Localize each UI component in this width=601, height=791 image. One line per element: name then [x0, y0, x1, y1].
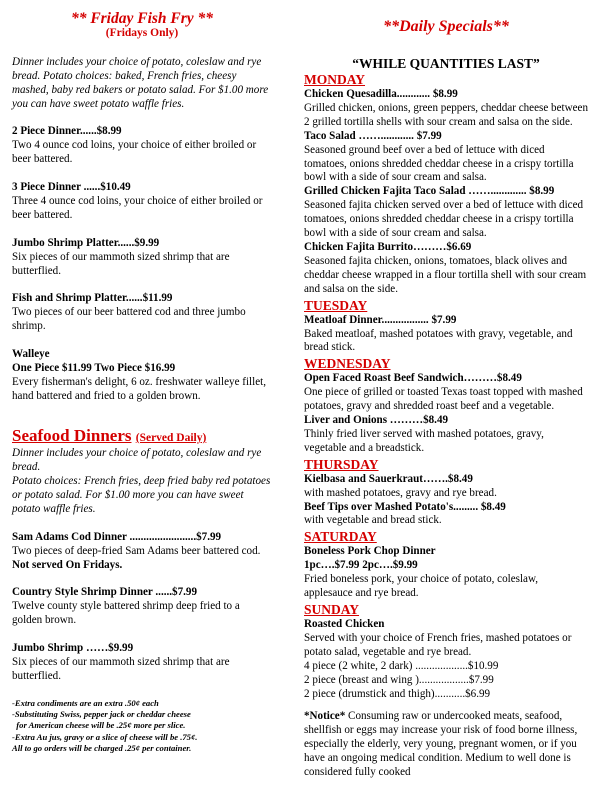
menu-item	[12, 641, 272, 683]
item-name: Kielbasa and Sauerkraut…….$8.49	[304, 472, 473, 485]
item-desc: Seasoned ground beef over a bed of lettuce with diced tomatoes, onions shredded cheddar cheese in a crispy tortilla bowl with a side of sour cream and salsa.	[304, 143, 574, 184]
item-desc: Seasoned fajita chicken, onions, tomatoes, black olives and cheddar cheese wrapped in a flour tortilla shell with sour cream and salsa on the side.	[304, 254, 587, 295]
menu-item	[12, 585, 272, 627]
price-line: 2 piece (breast and wing )..................$7.99	[304, 673, 494, 686]
item-desc: with vegetable and bread stick.	[304, 514, 442, 527]
item-name: Jumbo Shrimp Platter......$9.99	[12, 237, 160, 249]
intro-text: Potato choices: French fries, deep fried baby red potatoes or potato salad. For $1.00 more you can have sweet potato waffle fries.	[12, 475, 271, 515]
intro-text: Dinner includes your choice of potato, coleslaw and rye bread. Potato choices: baked, French fries, cheesy mashed, baby red bakers or potato salad. For $1.00 more you can have sweet potato waffle fries.	[12, 56, 269, 110]
item-name: Boneless Pork Chop Dinner	[304, 545, 436, 558]
item-desc-text: Two pieces of deep-fried Sam Adams beer battered cod.	[12, 545, 261, 557]
item-desc: Seasoned fajita chicken served over a bed of lettuce with diced tomatoes, onions shredded cheddar cheese in a crispy tortilla bowl with a side of sour cream and salsa.	[304, 199, 584, 240]
item-desc: Six pieces of our mammoth sized shrimp that are butterflied.	[12, 251, 230, 277]
item-price-line: 1pc….$7.99 2pc….$9.99	[304, 559, 418, 572]
daily-specials-list	[304, 71, 588, 780]
item-desc: Served with your choice of French fries, mashed potatoes or potato salad, vegetable and rye bread.	[304, 631, 572, 658]
fish-fry-subtitle: (Fridays Only)	[105, 27, 179, 39]
menu-item	[12, 236, 272, 278]
item-desc: Grilled chicken, onions, green peppers, cheddar cheese between 2 grilled tortilla shells with sour cream and salsa on the side.	[304, 101, 589, 128]
seafood-intro	[12, 446, 272, 516]
item-desc: Two 4 ounce cod loins, your choice of either broiled or beer battered.	[12, 139, 257, 165]
item-name: Liver and Onions ………$8.49	[304, 414, 449, 427]
item-name: Fish and Shrimp Platter......$11.99	[12, 292, 173, 304]
price-line: 4 piece (2 white, 2 dark) ...................$10.99	[304, 659, 499, 672]
item-desc: Six pieces of our mammoth sized shrimp that are butterflied.	[12, 656, 230, 682]
intro-text: Dinner includes your choice of potato, coleslaw and rye bread.	[12, 447, 262, 473]
item-desc: Every fisherman's delight, 6 oz. freshwater walleye fillet, hand battered and fried to a golden brown.	[12, 376, 266, 402]
note-line: -Extra Au jus, gravy or a slice of cheese will be .75¢.	[12, 731, 198, 742]
menu-item	[12, 124, 272, 166]
item-name: Taco Salad ……............ $7.99	[304, 129, 442, 142]
item-desc: with mashed potatoes, gravy and rye bread.	[304, 486, 497, 499]
item-name: 2 Piece Dinner......$8.99	[12, 125, 122, 137]
notice-text	[304, 710, 588, 780]
note-line: All to go orders will be charged .25¢ per container.	[12, 742, 192, 753]
day-heading-sunday: SUNDAY	[304, 602, 360, 617]
item-name: Roasted Chicken	[304, 618, 385, 630]
item-name: Chicken Quesadilla............ $8.99	[304, 88, 458, 100]
seafood-title-small: (Served Daily)	[135, 432, 207, 444]
daily-specials-title: **Daily Specials**	[383, 18, 509, 35]
notice-body: Consuming raw or undercooked meats, seafood, shellfish or eggs may increase your risk of food borne illness, especially the elderly, very young, pregnant women, or if you have an ongoing medical condition. Medium to well done is considered fully cooked	[304, 710, 578, 779]
item-name: Meatloaf Dinner................. $7.99	[304, 313, 457, 326]
note-line: -Substituting Swiss, pepper jack or cheddar cheese	[12, 709, 191, 720]
item-desc: Twelve county style battered shrimp deep fried to a golden brown.	[12, 600, 240, 626]
day-heading-tuesday: TUESDAY	[304, 297, 368, 313]
day-heading-wednesday: WEDNESDAY	[304, 356, 391, 372]
note-line: -Extra condiments are an extra .50¢ each	[12, 698, 159, 708]
notes	[12, 698, 272, 754]
item-name: 3 Piece Dinner ......$10.49	[12, 181, 131, 193]
fish-fry-intro	[12, 55, 272, 111]
item-name: Chicken Fajita Burrito………$6.69	[304, 240, 472, 253]
while-quantities-last: “WHILE QUANTITIES LAST”	[352, 56, 540, 71]
item-name: Open Faced Roast Beef Sandwich………$8.49	[304, 372, 522, 385]
item-name: Country Style Shrimp Dinner ......$7.99	[12, 586, 198, 598]
day-heading-monday: MONDAY	[304, 72, 366, 87]
item-desc: Fried boneless pork, your choice of potato, coleslaw, applesauce and rye bread.	[304, 573, 539, 600]
fish-fry-title: ** Friday Fish Fry **	[70, 10, 214, 27]
item-desc: One piece of grilled or toasted Texas toast topped with mashed potatoes, gravy and shredded roast beef and a vegetable.	[304, 386, 583, 413]
menu-item	[12, 530, 272, 572]
item-price-line: One Piece $11.99 Two Piece $16.99	[12, 362, 176, 374]
day-heading-thursday: THURSDAY	[304, 456, 379, 472]
item-desc: Baked meatloaf, mashed potatoes with gravy, vegetable, and bread stick.	[304, 327, 573, 354]
item-desc: Three 4 ounce cod loins, your choice of either broiled or beer battered.	[12, 195, 263, 221]
note-line: for American cheese will be .25¢ more per slice.	[12, 720, 186, 731]
item-name: Jumbo Shrimp ……$9.99	[12, 642, 134, 654]
seafood-title-text: Seafood Dinners	[12, 426, 132, 445]
notice-label: *Notice*	[304, 710, 346, 723]
day-heading-saturday: SATURDAY	[304, 529, 377, 545]
health-notice	[304, 710, 588, 780]
item-desc-bold: Not served On Fridays.	[12, 559, 123, 571]
menu-item	[12, 347, 272, 403]
item-name: Beef Tips over Mashed Potato's......... $8.49	[304, 500, 506, 513]
item-desc: Two pieces of our beer battered cod and three jumbo shrimp.	[12, 306, 246, 332]
price-line: 2 piece (drumstick and thigh)...........$6.99	[304, 687, 491, 700]
menu-item	[12, 291, 272, 333]
item-name: Sam Adams Cod Dinner ........................$7.99	[12, 531, 222, 543]
item-name: Grilled Chicken Fajita Taco Salad ……............. $8.99	[304, 185, 555, 198]
menu-item	[12, 180, 272, 222]
item-name: Walleye	[12, 348, 50, 360]
item-desc	[12, 544, 272, 572]
item-desc: Thinly fried liver served with mashed potatoes, gravy, vegetable and a breadstick.	[304, 427, 544, 454]
seafood-title	[12, 426, 277, 446]
